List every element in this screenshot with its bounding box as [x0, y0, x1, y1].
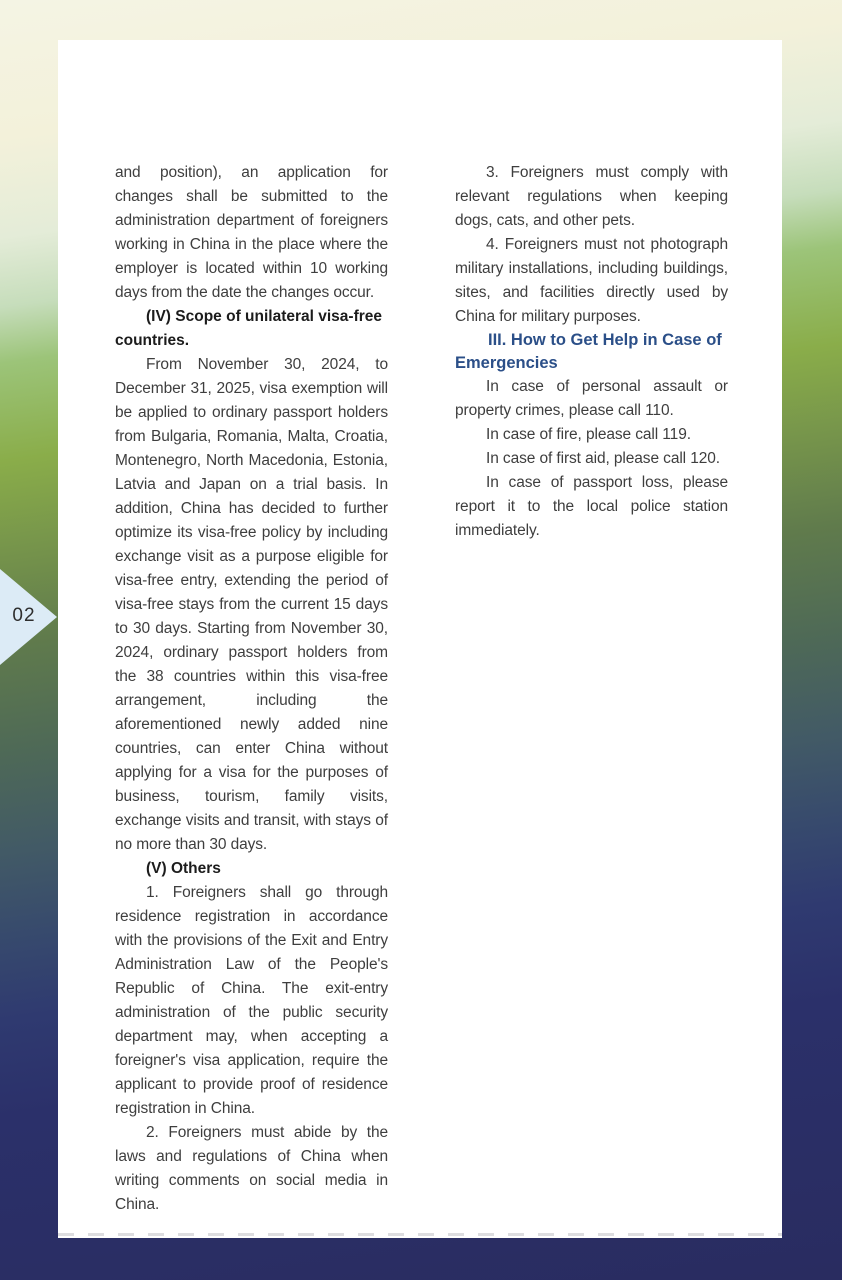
paragraph-others-item-3-pets: 3. Foreigners must comply with relevant regulations when keeping dogs, cats, and other pets.	[455, 164, 728, 229]
paragraph-visa-free-policy: From November 30, 2024, to December 31, 2025, visa exemption will be applied to ordinary passport holders from Bulgaria, Romania, Malta, Croatia, Montenegro, North Macedonia, Estonia, Latvia and Japan on a trial basis. In addition, China has decided to further optimize its visa-free policy by including exchange visit as a purpose eligible for visa-free entry, extending the period of visa-free stays from the current 15 days to 30 days. Starting from November 30, 2024, ordinary passport holders from the 38 countries within this visa-free arrangement, including the aforementioned newly added nine countries, can enter China without applying for a visa for the purposes of business, tourism, family visits, exchange visits and transit, with stays of no more than 30 days.	[115, 356, 388, 853]
left-column	[115, 161, 388, 1217]
document-page	[58, 40, 782, 1238]
section-heading-iii-how-to-get-help-in-emergencies: III. How to Get Help in Case of Emergencies	[455, 331, 722, 372]
right-column	[455, 161, 728, 543]
paragraph-others-item-1-residence-registration: 1. Foreigners shall go through residence registration in accordance with the provisions of the Exit and Entry Administration Law of the People's Republic of China. The exit-entry administration of the public security department may, when accepting a foreigner's visa application, require the applicant to provide proof of residence registration in China.	[115, 884, 388, 1117]
paragraph-continued-from-previous-page: and position), an application for changes shall be submitted to the administration department of foreigners working in China in the place where the employer is located within 10 working days from the date the changes occur.	[115, 164, 388, 301]
section-heading-iv-scope-of-unilateral-visa-free-countries: (IV) Scope of unilateral visa-free countries.	[115, 308, 383, 349]
paragraph-emergency-call-110: In case of personal assault or property crimes, please call 110.	[455, 378, 728, 419]
paragraph-emergency-call-119: In case of fire, please call 119.	[486, 426, 691, 443]
paragraph-others-item-2-social-media: 2. Foreigners must abide by the laws and regulations of China when writing comments on social media in China.	[115, 1124, 388, 1213]
paragraph-others-item-4-military-photos: 4. Foreigners must not photograph military installations, including buildings, sites, and facilities directly used by China for military purposes.	[455, 236, 728, 325]
paragraph-passport-loss: In case of passport loss, please report it to the local police station immediately.	[455, 474, 728, 539]
paragraph-emergency-call-120: In case of first aid, please call 120.	[486, 450, 720, 467]
page-number: 02	[12, 605, 36, 626]
section-heading-v-others: (V) Others	[146, 860, 221, 877]
